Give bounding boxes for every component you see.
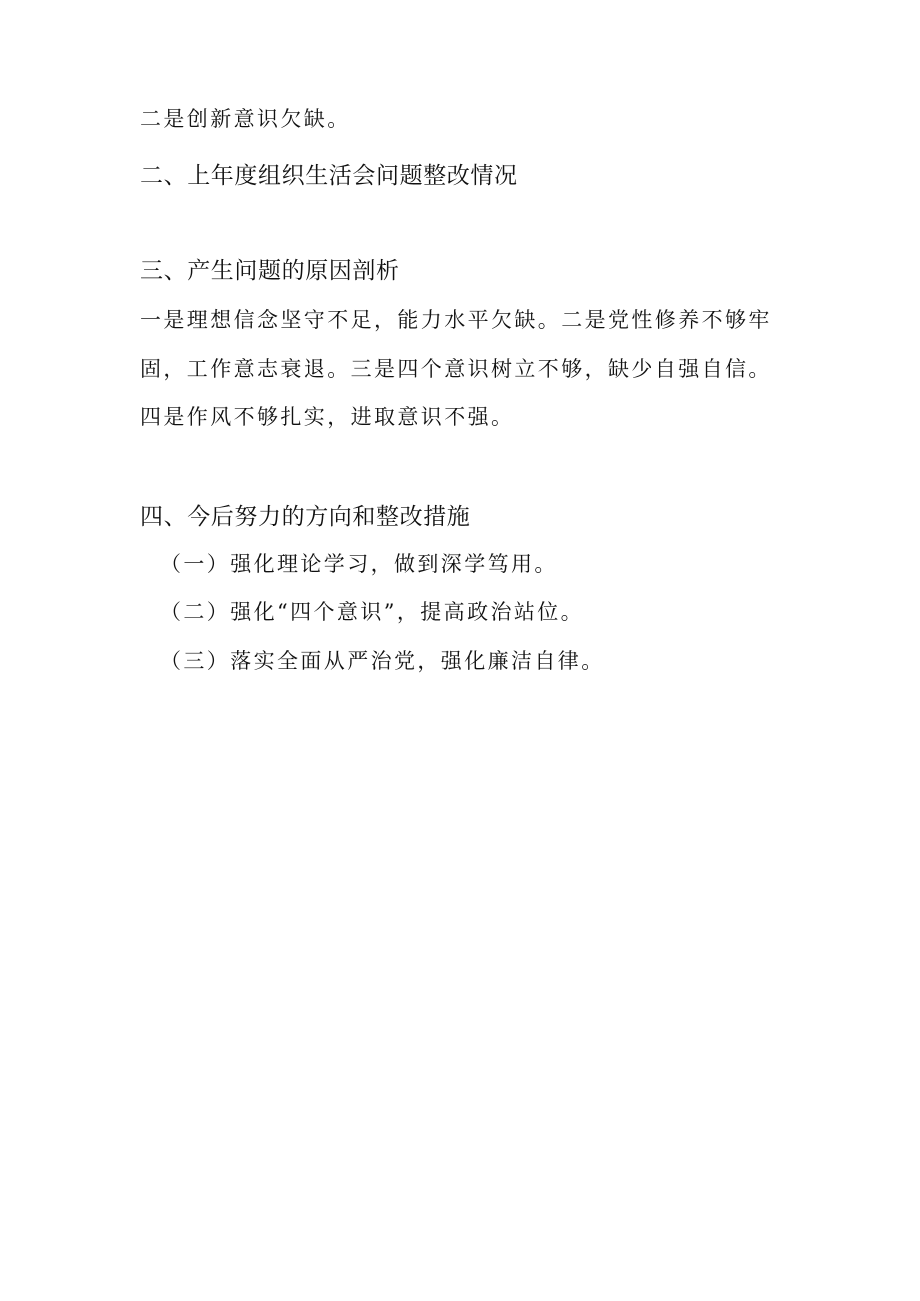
section-heading-rectification: 二、上年度组织生活会问题整改情况 (140, 163, 518, 189)
measure-item-2: （二）强化“四个意识”，提高政治站位。 (160, 600, 585, 624)
section-heading-measures: 四、今后努力的方向和整改措施 (140, 504, 471, 530)
paragraph-line-3: 四是作风不够扎实，进取意识不强。 (140, 405, 515, 429)
paragraph-line-1: 一是理想信念坚守不足，能力水平欠缺。二是党性修养不够牢 (140, 308, 772, 332)
paragraph-line-2: 固，工作意志衰退。三是四个意识树立不够，缺少自强自信。 (140, 357, 772, 381)
measure-item-3: （三）落实全面从严治党，强化廉洁自律。 (160, 649, 605, 673)
intro-line: 二是创新意识欠缺。 (140, 107, 351, 131)
measure-item-1: （一）强化理论学习，做到深学笃用。 (160, 552, 558, 576)
section-heading-cause-analysis: 三、产生问题的原因剖析 (140, 258, 400, 284)
